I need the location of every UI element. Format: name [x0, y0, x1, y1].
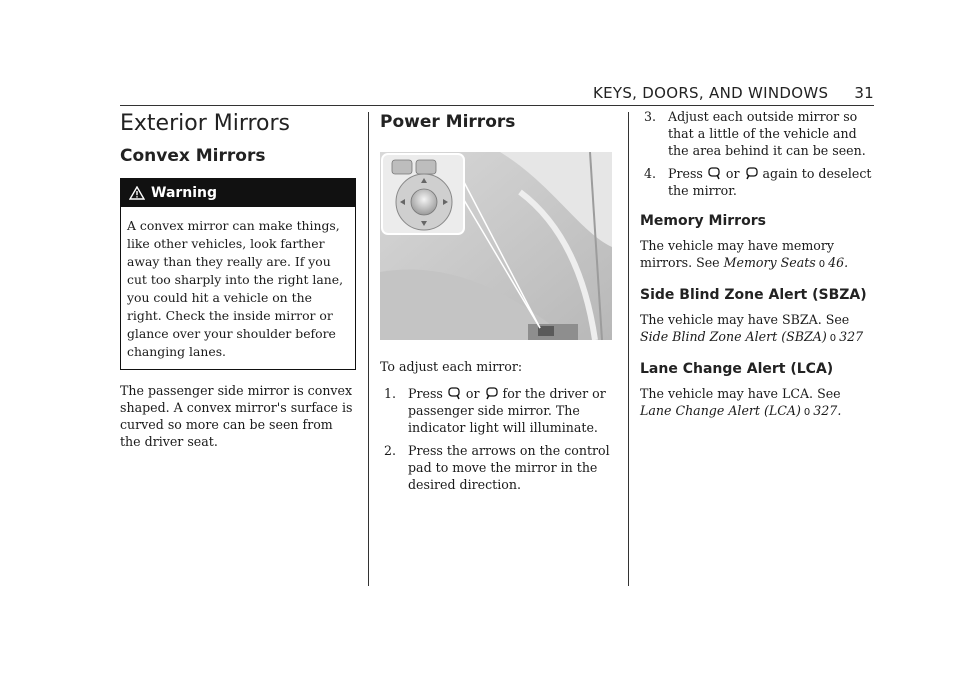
memory-mirrors-heading: Memory Mirrors — [640, 213, 766, 229]
right-mirror-select-icon — [745, 167, 758, 180]
cross-reference-link[interactable]: Lane Change Alert (LCA) 0 327. — [640, 403, 842, 418]
column-2 — [380, 108, 616, 499]
mirror-control-illustration — [380, 152, 612, 340]
warning-label: Warning — [151, 185, 218, 201]
list-item: 2. Press the arrows on the control pad to move the mirror in the desired direction. — [384, 443, 610, 492]
header-section: KEYS, DOORS, AND WINDOWS — [592, 84, 829, 102]
subsection-title: Power Mirrors — [380, 112, 516, 132]
running-header — [593, 84, 874, 102]
warning-text: A convex mirror can make things, like other vehicles, look farther away than they really are. If you cut too sharply into the right lane, you could hit a vehicle on the right. Check the inside mirror or glance over your shoulder before changing lanes. — [127, 218, 344, 359]
warning-header — [121, 179, 355, 207]
page-ref-icon: 0 — [829, 333, 837, 344]
page-number: 31 — [854, 84, 874, 102]
body-text: The passenger side mirror is convex shaped. A convex mirror's surface is curved so more can be seen from the driver seat. — [120, 383, 353, 449]
sbza-text: The vehicle may have SBZA. See Side Blind Zone Alert (SBZA) 0 327 — [640, 312, 864, 344]
lca-heading: Lane Change Alert (LCA) — [640, 361, 834, 377]
intro-text: To adjust each mirror: — [380, 359, 523, 374]
warning-triangle-icon — [129, 186, 145, 200]
subsection-title: Convex Mirrors — [120, 146, 266, 166]
sbza-heading: Side Blind Zone Alert (SBZA) — [640, 287, 867, 303]
column-1 — [120, 108, 356, 460]
left-mirror-select-icon — [708, 167, 721, 180]
column-divider — [368, 112, 369, 586]
section-title: Exterior Mirrors — [120, 111, 291, 136]
cross-reference-link[interactable]: Side Blind Zone Alert (SBZA) 0 327 — [640, 329, 864, 344]
memory-mirrors-text: The vehicle may have memory mirrors. See Memory Seats 0 46. — [640, 238, 849, 270]
left-mirror-select-icon — [448, 387, 461, 400]
right-mirror-select-icon — [485, 387, 498, 400]
lca-text: The vehicle may have LCA. See Lane Change Alert (LCA) 0 327. — [640, 386, 842, 418]
list-item: 1. Press or for the driver or passenger side mirror. The indicator light will illuminate. — [384, 386, 606, 435]
header-rule — [120, 105, 874, 106]
warning-box — [120, 178, 356, 370]
steps-list — [640, 108, 876, 199]
cross-reference-link[interactable]: Memory Seats 0 46. — [723, 255, 849, 270]
list-item: 3. Adjust each outside mirror so that a little of the vehicle and the area behind it can be seen. — [644, 109, 866, 158]
list-item: 4. Press or again to deselect the mirror. — [644, 166, 872, 198]
page-ref-icon: 0 — [818, 259, 826, 270]
column-divider — [628, 112, 629, 586]
steps-list — [380, 385, 616, 493]
column-3 — [640, 108, 876, 431]
page-ref-icon: 0 — [803, 407, 811, 418]
